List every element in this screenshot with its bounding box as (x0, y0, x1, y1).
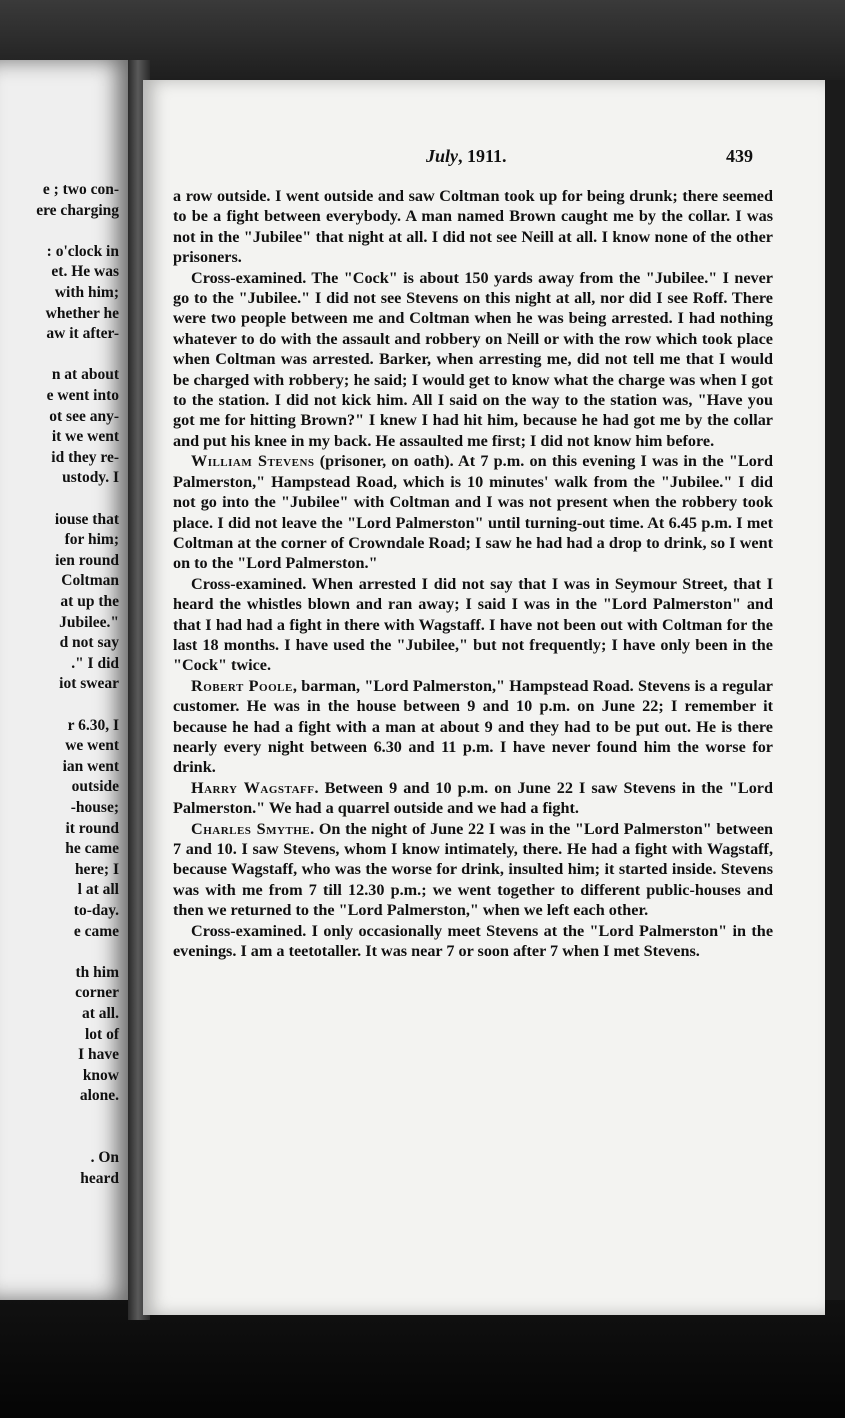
background-bottom (0, 1300, 845, 1418)
left-page-line: it we went (51, 428, 119, 446)
paragraph: William Stevens (prisoner, on oath). At 7 p.m. on this evening I was in the "Lord Palmerston," Hampstead Road, which is 10 minutes' walk from the "Jubilee." I did not go into the "Jubilee" with Coltman and I was not present when the robbery took place. I did not leave the "Lord Palmerston" until turning-out time. At 6.45 p.m. I met Coltman at the corner of Crowndale Road; I saw he had had a drop to drink, so I went on to the "Lord Palmerston." (173, 452, 773, 573)
left-page-line: here; I (74, 860, 119, 878)
left-page-line: we went (65, 737, 119, 755)
left-page-line: et. He was (51, 263, 119, 281)
left-page-line: ." I did (71, 654, 119, 672)
left-page-line: he came (65, 840, 119, 858)
left-page-line: . On (90, 1149, 119, 1167)
left-page-line: th him (75, 963, 119, 981)
witness-name: Harry Wagstaff (191, 778, 315, 797)
paragraph: Cross-examined. The "Cock" is about 150 yards away from the "Jubilee." I never go to the "Jubilee." I did not see Stevens on this night at all, nor did I see Roff. There were two people between me and Coltman when he was being arrested. I had nothing whatever to do with the assault and robbery on Neill or with the row which took place when Coltman was arrested. Barker, when arresting me, did not tell me that I would be charged with robbery; he said; I would get to know what the charge was when I got to the station. I did not kick him. All I said on the way to the station was, "Have you got me for hitting Brown?" I knew I had hit him, because he had got me by the collar and put his knee in my back. He assaulted me first; I did not know him before. (173, 268, 773, 450)
left-page-line: Coltman (61, 572, 119, 590)
left-page-line: ustody. I (62, 469, 119, 487)
page-date (426, 146, 507, 167)
paragraph: Cross-examined. I only occasionally meet Stevens at the "Lord Palmerston" in the evenings. I am a teetotaller. It was near 7 or soon after 7 when I met Stevens. (173, 921, 773, 961)
left-page-line: for him; (64, 531, 119, 549)
left-page-line: -house; (70, 799, 119, 816)
page-header (143, 146, 825, 170)
left-page-line: d not say (59, 634, 119, 652)
page-year: , 1911. (458, 146, 507, 166)
left-page-line: e went into (46, 387, 119, 404)
left-page-line: whether he (45, 304, 119, 322)
left-page-line: ot see any- (49, 407, 119, 425)
left-page-line: e came (73, 922, 119, 940)
left-page-line: id they re- (51, 448, 119, 466)
left-page-line: with him; (54, 284, 119, 301)
left-page-line: heard (80, 1169, 119, 1187)
left-page-line: iot swear (59, 675, 119, 693)
left-page-line: aw it after- (46, 325, 119, 343)
paragraph: Robert Poole, barman, "Lord Palmerston," Hampstead Road. Stevens is a regular customer. He was in the house between 9 and 10 p.m. on June 22; I remember it because he had a fight with a man at about 9 and they had to be put out. He is there nearly every night between 6.30 and 11 p.m. I have never found him the worse for drink. (173, 676, 773, 777)
left-page-line: alone. (79, 1087, 119, 1105)
left-page-line: lot of (84, 1025, 119, 1043)
left-page-line: at up the (60, 593, 119, 610)
page-number: 439 (726, 146, 753, 166)
left-page-line: it round (65, 819, 119, 837)
paragraph: Harry Wagstaff. Between 9 and 10 p.m. on June 22 I saw Stevens in the "Lord Palmerston." We had a quarrel outside and we had a fight. (173, 778, 773, 818)
left-page-line: corner (75, 984, 119, 1002)
paragraph: Charles Smythe. On the night of June 22 I was in the "Lord Palmerston" between 7 and 10. I saw Stevens, whom I know intimately, there. He had a fight with Wagstaff, because Wagstaff, who was the worse for drink, insulted him; it started inside. Stevens was with me from 7 till 12.30 p.m.; we went together to different public-houses and then we returned to the "Lord Palmerston," when we left each other. (173, 819, 774, 920)
left-page-line: l at all (77, 881, 119, 899)
page-body (173, 186, 773, 961)
right-page (143, 80, 825, 1315)
left-page-line: Jubilee." (59, 613, 119, 631)
left-page-line: e ; two con- (42, 181, 119, 198)
left-page-line: r 6.30, I (67, 716, 119, 734)
left-page-line: iouse that (54, 510, 119, 528)
left-page-line: : o'clock in (46, 242, 119, 260)
witness-name: Robert Poole (191, 676, 293, 695)
left-page-line: to-day. (73, 902, 119, 919)
left-page-line: ien round (55, 551, 119, 569)
left-page-line: ian went (62, 757, 119, 775)
left-page-line: ere charging (36, 201, 119, 219)
paragraph: a row outside. I went outside and saw Coltman took up for being drunk; there seemed to be a fight between everybody. A man named Brown caught me by the collar. I was not in the "Jubilee" that night at all. I did not see Neill at all. I know none of the other prisoners. (173, 187, 773, 267)
witness-name: Charles Smythe (191, 819, 311, 838)
left-page-line: know (82, 1066, 119, 1084)
page-month: July (426, 146, 459, 166)
witness-name: William Stevens (191, 452, 315, 471)
left-page-line: I have (78, 1046, 119, 1064)
left-page-line: at all. (81, 1005, 119, 1022)
left-page-fragment (0, 60, 135, 1300)
paragraph: Cross-examined. When arrested I did not say that I was in Seymour Street, that I heard the whistles blown and ran away; I said I was in the "Lord Palmerston" and that I had had a fight in there with Wagstaff. I have not been out with Coltman for the last 18 months. I have used the "Jubilee," but not frequently; I have only been in the "Cock" twice. (173, 574, 773, 675)
left-page-line: outside (71, 778, 119, 796)
left-page-line: n at about (51, 366, 119, 384)
